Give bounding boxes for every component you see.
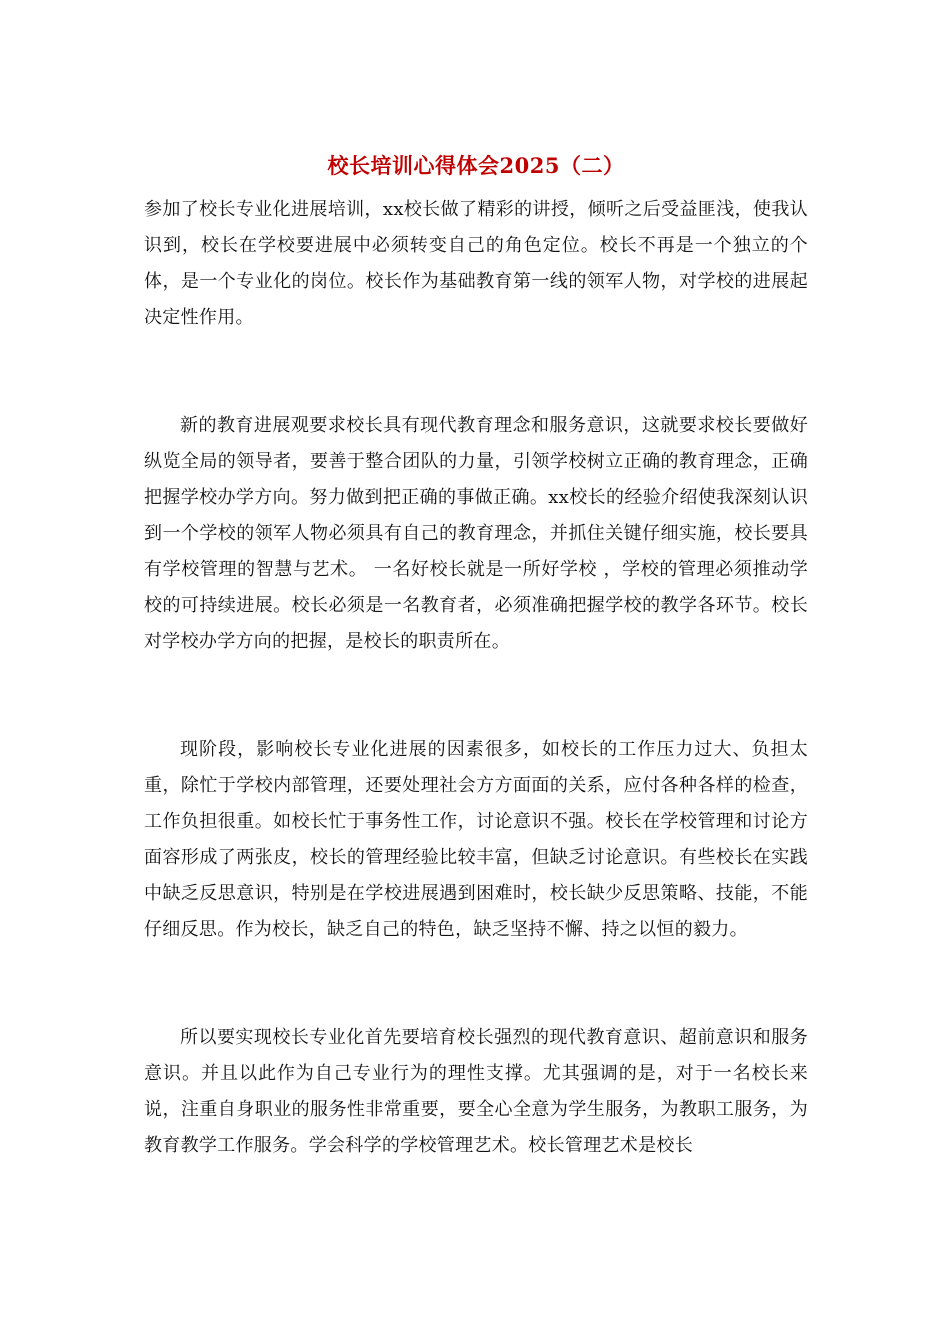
paragraph-spacer (144, 948, 808, 1020)
paragraph-spacer (144, 336, 808, 408)
paragraph-4: 所以要实现校长专业化首先要培育校长强烈的现代教育意识、超前意识和服务意识。并且以此作为自己专业行为的理性支撑。尤其强调的是，对于一名校长来说，注重自身职业的服务性非常重要，要全心全意为学生服务，为教职工服务，为教育教学工作服务。学会科学的学校管理艺术。校长管理艺术是校长 (144, 1027, 808, 1156)
paragraph-2: 新的教育进展观要求校长具有现代教育理念和服务意识，这就要求校长要做好纵览全局的领导者，要善于整合团队的力量，引领学校树立正确的教育理念，正确把握学校办学方向。努力做到把正确的事做正确。xx校长的经验介绍使我深刻认识到一个学校的领军人物必须具有自己的教育理念，并抓住关键仔细实施，校长要具有学校管理的智慧与艺术。 一名好校长就是一所好学校 ，学校的管理必须推动学校的可持续进展。校长必须是一名教育者，必须准确把握学校的教学各环节。校长对学校办学方向的把握，是校长的职责所在。 (144, 415, 808, 652)
paragraph-3: 现阶段，影响校长专业化进展的因素很多，如校长的工作压力过大、负担太重，除忙于学校内部管理，还要处理社会方方面面的关系，应付各种各样的检查，工作负担很重。如校长忙于事务性工作，讨论意识不强。校长在学校管理和讨论方面容形成了两张皮，校长的管理经验比较丰富，但缺乏讨论意识。有些校长在实践中缺乏反思意识，特别是在学校进展遇到困难时，校长缺少反思策略、技能，不能仔细反思。作为校长，缺乏自己的特色，缺乏坚持不懈、持之以恒的毅力。 (144, 739, 808, 940)
document-title: 校长培训心得体会2025（二） (327, 153, 625, 178)
document-page (144, 148, 808, 1164)
paragraph-spacer (144, 660, 808, 732)
paragraph-1: 参加了校长专业化进展培训，xx校长做了精彩的讲授，倾听之后受益匪浅，使我认识到，校长在学校要进展中必须转变自己的角色定位。校长不再是一个独立的个体，是一个专业化的岗位。校长作为基础教育第一线的领军人物，对学校的进展起决定性作用。 (144, 199, 808, 328)
